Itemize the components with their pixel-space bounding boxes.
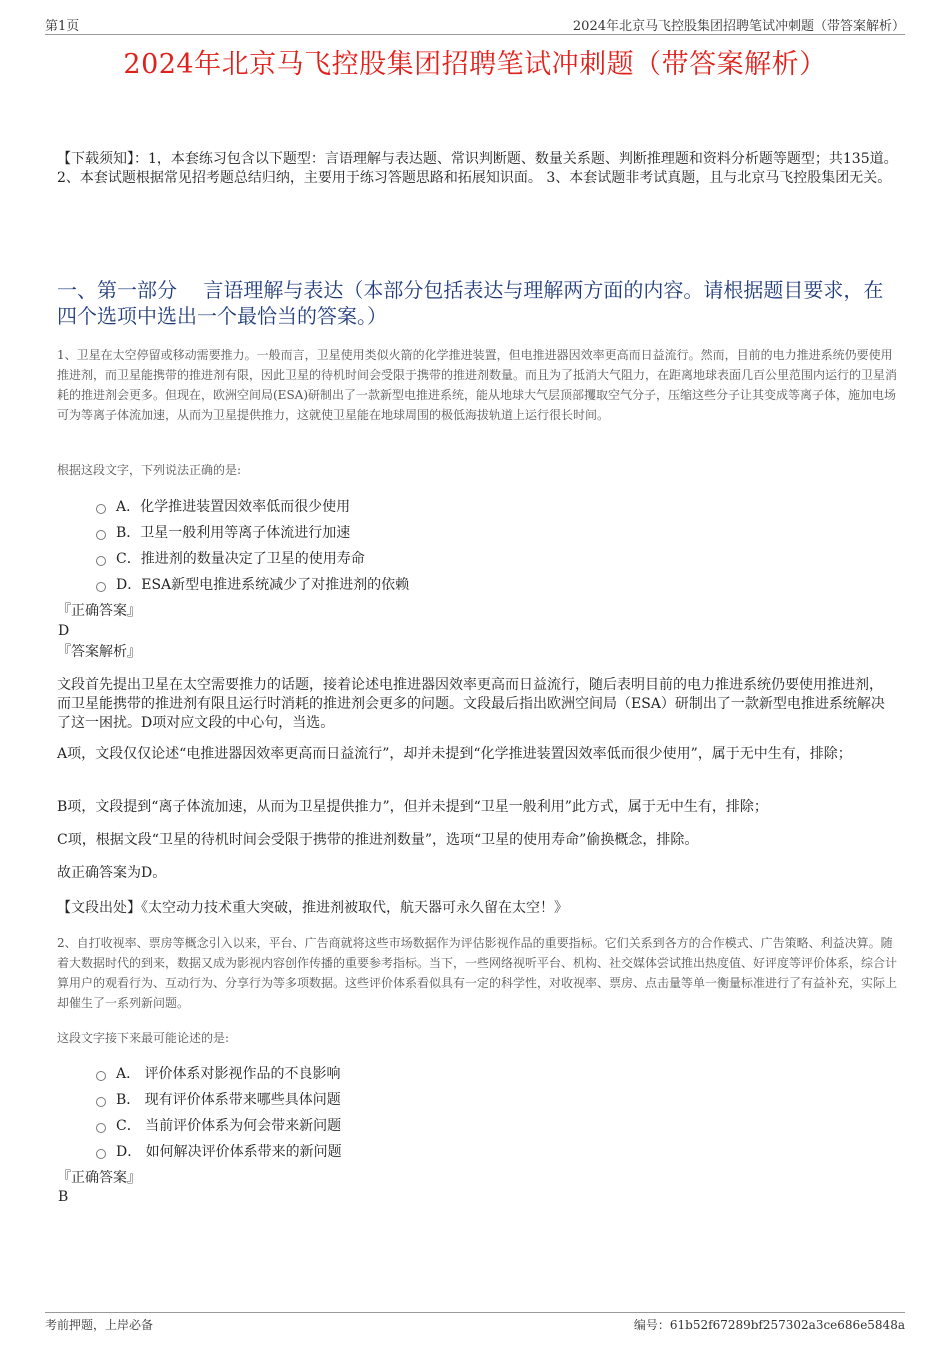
- radio-icon[interactable]: [96, 530, 106, 540]
- answer-value: D: [58, 623, 70, 639]
- text-source: 【文段出处】《太空动力技术重大突破，推进剂被取代，航天器可永久留在太空！》: [57, 900, 568, 916]
- radio-icon[interactable]: [96, 582, 106, 592]
- radio-icon[interactable]: [96, 556, 106, 566]
- option-b[interactable]: B．卫星一般利用等离子体流进行加速: [96, 519, 409, 545]
- question-1-prompt: 根据这段文字，下列说法正确的是:: [57, 463, 242, 477]
- option-a[interactable]: A． 评价体系对影视作品的不良影响: [96, 1060, 342, 1086]
- analysis-paragraph: B项，文段提到“离子体流加速，从而为卫星提供推力”，但并未提到“卫星一般利用”此方式，属于无中生有，排除；: [57, 799, 768, 815]
- footer-code: 编号：61b52f67289bf257302a3ce686e5848a: [633, 1318, 905, 1332]
- analysis-conclusion: 故正确答案为D。: [57, 865, 167, 881]
- radio-icon[interactable]: [96, 1097, 106, 1107]
- question-1-options: [96, 493, 409, 597]
- answer-label: 『正确答案』: [57, 1170, 141, 1186]
- option-b[interactable]: B． 现有评价体系带来哪些具体问题: [96, 1086, 342, 1112]
- document-title: 2024年北京马飞控股集团招聘笔试冲刺题（带答案解析）: [123, 49, 827, 80]
- option-d[interactable]: D． 如何解决评价体系带来的新问题: [96, 1138, 342, 1164]
- download-notice: 【下载须知】：1，本套练习包含以下题型：言语理解与表达题、常识判断题、数量关系题、判断推理题和资料分析题等题型；共135道。 2、本套试题根据常见招考题总结归纳，主要用于练习答题思路和拓展知识面。 3、本套试题非考试真题，且与北京马飞控股集团无关。: [57, 151, 898, 186]
- question-2-options: [96, 1060, 342, 1164]
- page-footer: [45, 1312, 905, 1332]
- radio-icon[interactable]: [96, 1123, 106, 1133]
- option-c[interactable]: C． 当前评价体系为何会带来新问题: [96, 1112, 342, 1138]
- radio-icon[interactable]: [96, 1149, 106, 1159]
- radio-icon[interactable]: [96, 504, 106, 514]
- answer-value: B: [58, 1189, 69, 1205]
- analysis-label: 『答案解析』: [57, 644, 141, 660]
- analysis-paragraph: 文段首先提出卫星在太空需要推力的话题，接着论述电推进器因效率更高而日益流行，随后表明目前的电力推进系统仍要使用推进剂，而卫星能携带的推进剂有限且运行时消耗的推进剂会更多的问题。文段最后指出欧洲空间局（ESA）研制出了一款新型电推进系统解决了这一困扰。D项对应文段的中心句，当选。: [57, 677, 885, 731]
- analysis-paragraph: A项，文段仅仅论述“电推进器因效率更高而日益流行”，却并未提到“化学推进装置因效率低而很少使用”，属于无中生有，排除；: [57, 746, 852, 762]
- option-c[interactable]: C．推进剂的数量决定了卫星的使用寿命: [96, 545, 409, 571]
- question-2-text: 2、自打收视率、票房等概念引入以来，平台、广告商就将这些市场数据作为评估影视作品的重要指标。它们关系到各方的合作模式、广告策略、利益决算。随着大数据时代的到来，数据又成为影视内容创作传播的重要参考指标。当下，一些网络视听平台、机构、社交媒体尝试推出热度值、好评度等评价体系，综合计算用户的观看行为、互动行为、分享行为等多项数据。这些评价体系看似具有一定的科学性，对收视率、票房、点击量等单一衡量标准进行了有益补充，实际上却催生了一系列新问题。: [57, 936, 898, 1010]
- section-title: 一、第一部分 言语理解与表达（本部分包括表达与理解两方面的内容。请根据题目要求，在四个选项中选出一个最恰当的答案。）: [57, 278, 884, 328]
- answer-label: 『正确答案』: [57, 603, 141, 619]
- option-a[interactable]: A．化学推进装置因效率低而很少使用: [96, 493, 409, 519]
- footer-slogan: 考前押题，上岸必备: [45, 1318, 154, 1332]
- page-header: [45, 12, 905, 35]
- question-2-prompt: 这段文字接下来最可能论述的是:: [57, 1031, 230, 1045]
- question-1-text: 1、卫星在太空停留或移动需要推力。一般而言，卫星使用类似火箭的化学推进装置，但电推进器因效率更高而日益流行。然而，目前的电力推进系统仍要使用推进剂，而卫星能携带的推进剂有限，因此卫星的待机时间会受限于携带的推进剂数量。而且为了抵消大气阻力，在距离地球表面几百公里范围内运行的卫星消耗的推进剂会更多。但现在，欧洲空间局(ESA)研制出了一款新型电推进系统，能从地球大气层顶部攫取空气分子，压缩这些分子让其变成等离子体，施加电场可为等离子体流加速，从而为卫星提供推力，这就使卫星能在地球周围的极低海拔轨道上运行很长时间。: [57, 348, 898, 422]
- header-doc-title: 2024年北京马飞控股集团招聘笔试冲刺题（带答案解析）: [572, 19, 905, 34]
- page-number: 第1页: [45, 19, 80, 34]
- radio-icon[interactable]: [96, 1071, 106, 1081]
- option-d[interactable]: D．ESA新型电推进系统减少了对推进剂的依赖: [96, 571, 409, 597]
- analysis-paragraph: C项，根据文段“卫星的待机时间会受限于携带的推进剂数量”，选项“卫星的使用寿命”偷换概念，排除。: [57, 832, 699, 848]
